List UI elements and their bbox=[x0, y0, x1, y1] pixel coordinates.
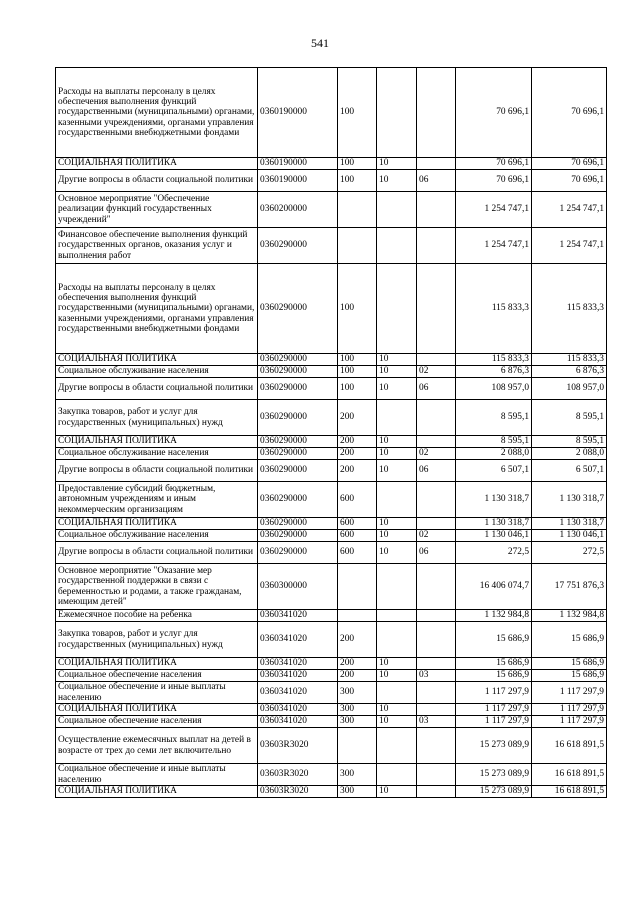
row-amount-year1-cell: 70 696,1 bbox=[456, 158, 532, 170]
row-amount-year2-cell: 16 618 891,5 bbox=[532, 786, 607, 798]
row-rz-cell: 10 bbox=[377, 448, 417, 460]
row-pr-cell bbox=[417, 682, 456, 704]
row-amount-year1-cell: 15 273 089,9 bbox=[456, 728, 532, 764]
row-csr-cell: 0360290000 bbox=[258, 482, 338, 518]
row-name-cell: Социальное обслуживание населения bbox=[56, 366, 258, 378]
row-name-cell: СОЦИАЛЬНАЯ ПОЛИТИКА bbox=[56, 518, 258, 530]
row-vr-cell: 300 bbox=[338, 764, 377, 786]
row-pr-cell: 02 bbox=[417, 530, 456, 542]
row-name-cell: Другие вопросы в области социальной политики bbox=[56, 460, 258, 482]
row-amount-year1-cell: 1 130 318,7 bbox=[456, 482, 532, 518]
row-amount-year1-cell: 108 957,0 bbox=[456, 378, 532, 400]
table-row bbox=[56, 622, 607, 658]
row-rz-cell: 10 bbox=[377, 170, 417, 192]
row-pr-cell: 03 bbox=[417, 716, 456, 728]
row-csr-cell: 0360190000 bbox=[258, 68, 338, 158]
row-vr-cell: 100 bbox=[338, 158, 377, 170]
row-amount-year2-cell: 1 130 046,1 bbox=[532, 530, 607, 542]
row-amount-year2-cell: 1 117 297,9 bbox=[532, 682, 607, 704]
row-rz-cell: 10 bbox=[377, 460, 417, 482]
row-amount-year1-cell: 15 686,9 bbox=[456, 658, 532, 670]
row-pr-cell: 06 bbox=[417, 170, 456, 192]
page-number: 541 bbox=[311, 36, 329, 50]
row-vr-cell: 300 bbox=[338, 786, 377, 798]
table-row bbox=[56, 518, 607, 530]
row-amount-year2-cell: 8 595,1 bbox=[532, 400, 607, 436]
row-pr-cell bbox=[417, 400, 456, 436]
row-pr-cell: 06 bbox=[417, 460, 456, 482]
row-amount-year1-cell: 115 833,3 bbox=[456, 264, 532, 354]
row-amount-year2-cell: 1 254 747,1 bbox=[532, 228, 607, 264]
row-vr-cell bbox=[338, 564, 377, 610]
row-amount-year1-cell: 1 254 747,1 bbox=[456, 228, 532, 264]
row-amount-year2-cell: 15 686,9 bbox=[532, 658, 607, 670]
row-pr-cell bbox=[417, 192, 456, 228]
table-row bbox=[56, 228, 607, 264]
row-vr-cell: 100 bbox=[338, 264, 377, 354]
table-row bbox=[56, 264, 607, 354]
row-csr-cell: 0360290000 bbox=[258, 400, 338, 436]
row-pr-cell bbox=[417, 786, 456, 798]
row-amount-year2-cell: 1 130 318,7 bbox=[532, 518, 607, 530]
row-vr-cell: 100 bbox=[338, 170, 377, 192]
table-row bbox=[56, 448, 607, 460]
table-row bbox=[56, 786, 607, 798]
table-row bbox=[56, 170, 607, 192]
row-csr-cell: 0360341020 bbox=[258, 658, 338, 670]
row-pr-cell bbox=[417, 354, 456, 366]
table-row bbox=[56, 460, 607, 482]
row-amount-year2-cell: 15 686,9 bbox=[532, 622, 607, 658]
row-amount-year1-cell: 6 507,1 bbox=[456, 460, 532, 482]
row-vr-cell: 300 bbox=[338, 682, 377, 704]
row-name-cell: Ежемесячное пособие на ребенка bbox=[56, 610, 258, 622]
row-vr-cell: 300 bbox=[338, 704, 377, 716]
row-amount-year2-cell: 16 618 891,5 bbox=[532, 728, 607, 764]
row-amount-year2-cell: 2 088,0 bbox=[532, 448, 607, 460]
row-csr-cell: 0360290000 bbox=[258, 436, 338, 448]
row-amount-year1-cell: 15 686,9 bbox=[456, 622, 532, 658]
row-amount-year1-cell: 1 130 318,7 bbox=[456, 518, 532, 530]
row-name-cell: СОЦИАЛЬНАЯ ПОЛИТИКА bbox=[56, 786, 258, 798]
row-csr-cell: 0360290000 bbox=[258, 354, 338, 366]
row-csr-cell: 03603R3020 bbox=[258, 728, 338, 764]
row-rz-cell: 10 bbox=[377, 518, 417, 530]
row-amount-year2-cell: 1 117 297,9 bbox=[532, 716, 607, 728]
row-rz-cell: 10 bbox=[377, 436, 417, 448]
table-row bbox=[56, 68, 607, 158]
row-rz-cell bbox=[377, 482, 417, 518]
row-name-cell: Расходы на выплаты персоналу в целях обеспечения выполнения функций государственными (муниципальными) органами, казенными учреждениями, органами управления государственными внебюджетными фондами bbox=[56, 68, 258, 158]
row-name-cell: Социальное обеспечение населения bbox=[56, 670, 258, 682]
row-pr-cell bbox=[417, 610, 456, 622]
row-rz-cell: 10 bbox=[377, 658, 417, 670]
row-vr-cell: 100 bbox=[338, 354, 377, 366]
row-vr-cell bbox=[338, 610, 377, 622]
row-amount-year1-cell: 1 132 984,8 bbox=[456, 610, 532, 622]
row-rz-cell bbox=[377, 192, 417, 228]
row-vr-cell: 200 bbox=[338, 400, 377, 436]
table-row bbox=[56, 704, 607, 716]
row-name-cell: Осуществление ежемесячных выплат на детей в возрасте от трех до семи лет включительно bbox=[56, 728, 258, 764]
row-amount-year1-cell: 115 833,3 bbox=[456, 354, 532, 366]
row-rz-cell bbox=[377, 610, 417, 622]
row-amount-year1-cell: 272,5 bbox=[456, 542, 532, 564]
row-name-cell: СОЦИАЛЬНАЯ ПОЛИТИКА bbox=[56, 436, 258, 448]
row-csr-cell: 0360290000 bbox=[258, 264, 338, 354]
row-csr-cell: 0360341020 bbox=[258, 704, 338, 716]
row-rz-cell: 10 bbox=[377, 716, 417, 728]
row-vr-cell: 300 bbox=[338, 716, 377, 728]
row-pr-cell bbox=[417, 564, 456, 610]
row-name-cell: СОЦИАЛЬНАЯ ПОЛИТИКА bbox=[56, 704, 258, 716]
table-row bbox=[56, 682, 607, 704]
row-pr-cell bbox=[417, 728, 456, 764]
row-pr-cell bbox=[417, 764, 456, 786]
row-rz-cell bbox=[377, 264, 417, 354]
row-amount-year1-cell: 8 595,1 bbox=[456, 400, 532, 436]
row-vr-cell: 200 bbox=[338, 448, 377, 460]
row-pr-cell: 03 bbox=[417, 670, 456, 682]
row-rz-cell bbox=[377, 764, 417, 786]
row-csr-cell: 03603R3020 bbox=[258, 786, 338, 798]
row-rz-cell bbox=[377, 228, 417, 264]
row-amount-year2-cell: 1 254 747,1 bbox=[532, 192, 607, 228]
row-rz-cell bbox=[377, 728, 417, 764]
row-pr-cell bbox=[417, 482, 456, 518]
budget-table bbox=[55, 67, 607, 798]
row-rz-cell bbox=[377, 682, 417, 704]
row-csr-cell: 0360190000 bbox=[258, 158, 338, 170]
row-amount-year2-cell: 6 507,1 bbox=[532, 460, 607, 482]
row-amount-year2-cell: 108 957,0 bbox=[532, 378, 607, 400]
row-rz-cell: 10 bbox=[377, 158, 417, 170]
table-row bbox=[56, 716, 607, 728]
row-vr-cell: 200 bbox=[338, 658, 377, 670]
row-amount-year1-cell: 70 696,1 bbox=[456, 68, 532, 158]
row-name-cell: Социальное обслуживание населения bbox=[56, 448, 258, 460]
table-row bbox=[56, 436, 607, 448]
row-pr-cell: 02 bbox=[417, 366, 456, 378]
row-vr-cell: 200 bbox=[338, 670, 377, 682]
row-name-cell: Социальное обслуживание населения bbox=[56, 530, 258, 542]
budget-table-body bbox=[56, 68, 607, 798]
row-csr-cell: 0360290000 bbox=[258, 378, 338, 400]
row-name-cell: СОЦИАЛЬНАЯ ПОЛИТИКА bbox=[56, 354, 258, 366]
table-row bbox=[56, 354, 607, 366]
table-row bbox=[56, 564, 607, 610]
row-rz-cell: 10 bbox=[377, 704, 417, 716]
row-name-cell: СОЦИАЛЬНАЯ ПОЛИТИКА bbox=[56, 158, 258, 170]
row-amount-year1-cell: 1 117 297,9 bbox=[456, 704, 532, 716]
row-vr-cell bbox=[338, 228, 377, 264]
row-vr-cell: 100 bbox=[338, 378, 377, 400]
row-vr-cell: 600 bbox=[338, 542, 377, 564]
row-amount-year2-cell: 1 130 318,7 bbox=[532, 482, 607, 518]
row-csr-cell: 0360341020 bbox=[258, 610, 338, 622]
row-pr-cell bbox=[417, 518, 456, 530]
row-amount-year2-cell: 8 595,1 bbox=[532, 436, 607, 448]
row-name-cell: Другие вопросы в области социальной политики bbox=[56, 378, 258, 400]
row-rz-cell bbox=[377, 400, 417, 436]
row-csr-cell: 0360200000 bbox=[258, 192, 338, 228]
row-amount-year1-cell: 1 117 297,9 bbox=[456, 682, 532, 704]
row-vr-cell: 200 bbox=[338, 436, 377, 448]
row-amount-year1-cell: 70 696,1 bbox=[456, 170, 532, 192]
row-csr-cell: 0360190000 bbox=[258, 170, 338, 192]
row-amount-year1-cell: 1 117 297,9 bbox=[456, 716, 532, 728]
row-amount-year2-cell: 272,5 bbox=[532, 542, 607, 564]
row-csr-cell: 0360290000 bbox=[258, 460, 338, 482]
row-amount-year1-cell: 1 130 046,1 bbox=[456, 530, 532, 542]
row-name-cell: Другие вопросы в области социальной политики bbox=[56, 542, 258, 564]
table-row bbox=[56, 670, 607, 682]
row-vr-cell: 100 bbox=[338, 366, 377, 378]
row-vr-cell bbox=[338, 728, 377, 764]
row-pr-cell bbox=[417, 264, 456, 354]
row-amount-year2-cell: 70 696,1 bbox=[532, 170, 607, 192]
row-vr-cell: 100 bbox=[338, 68, 377, 158]
row-csr-cell: 0360290000 bbox=[258, 228, 338, 264]
row-amount-year2-cell: 16 618 891,5 bbox=[532, 764, 607, 786]
row-name-cell: Основное мероприятие "Оказание мер государственной поддержки в связи с беременностью и родами, а также гражданам, имеющим детей" bbox=[56, 564, 258, 610]
table-row bbox=[56, 482, 607, 518]
row-vr-cell: 600 bbox=[338, 518, 377, 530]
row-pr-cell bbox=[417, 68, 456, 158]
row-name-cell: СОЦИАЛЬНАЯ ПОЛИТИКА bbox=[56, 658, 258, 670]
row-amount-year1-cell: 15 273 089,9 bbox=[456, 764, 532, 786]
table-row bbox=[56, 658, 607, 670]
row-amount-year2-cell: 115 833,3 bbox=[532, 354, 607, 366]
row-csr-cell: 0360341020 bbox=[258, 716, 338, 728]
row-amount-year2-cell: 70 696,1 bbox=[532, 158, 607, 170]
row-amount-year1-cell: 6 876,3 bbox=[456, 366, 532, 378]
table-row bbox=[56, 764, 607, 786]
row-rz-cell: 10 bbox=[377, 354, 417, 366]
row-rz-cell bbox=[377, 564, 417, 610]
table-row bbox=[56, 530, 607, 542]
row-csr-cell: 0360290000 bbox=[258, 448, 338, 460]
row-name-cell: Основное мероприятие "Обеспечение реализации функций государственных учреждений" bbox=[56, 192, 258, 228]
table-row bbox=[56, 158, 607, 170]
row-vr-cell bbox=[338, 192, 377, 228]
row-rz-cell: 10 bbox=[377, 366, 417, 378]
row-vr-cell: 600 bbox=[338, 530, 377, 542]
row-name-cell: Другие вопросы в области социальной политики bbox=[56, 170, 258, 192]
row-amount-year1-cell: 8 595,1 bbox=[456, 436, 532, 448]
row-name-cell: Закупка товаров, работ и услуг для государственных (муниципальных) нужд bbox=[56, 622, 258, 658]
row-amount-year2-cell: 15 686,9 bbox=[532, 670, 607, 682]
table-row bbox=[56, 366, 607, 378]
row-csr-cell: 0360290000 bbox=[258, 542, 338, 564]
row-csr-cell: 0360341020 bbox=[258, 670, 338, 682]
row-name-cell: Социальное обеспечение и иные выплаты населению bbox=[56, 764, 258, 786]
row-vr-cell: 200 bbox=[338, 460, 377, 482]
row-csr-cell: 03603R3020 bbox=[258, 764, 338, 786]
row-pr-cell bbox=[417, 704, 456, 716]
row-amount-year2-cell: 17 751 876,3 bbox=[532, 564, 607, 610]
row-name-cell: Социальное обеспечение населения bbox=[56, 716, 258, 728]
row-amount-year2-cell: 1 117 297,9 bbox=[532, 704, 607, 716]
row-name-cell: Социальное обеспечение и иные выплаты населению bbox=[56, 682, 258, 704]
row-amount-year1-cell: 1 254 747,1 bbox=[456, 192, 532, 228]
row-rz-cell: 10 bbox=[377, 530, 417, 542]
row-csr-cell: 0360290000 bbox=[258, 366, 338, 378]
row-rz-cell: 10 bbox=[377, 670, 417, 682]
row-amount-year2-cell: 70 696,1 bbox=[532, 68, 607, 158]
row-amount-year1-cell: 15 686,9 bbox=[456, 670, 532, 682]
table-row bbox=[56, 542, 607, 564]
row-pr-cell bbox=[417, 622, 456, 658]
row-csr-cell: 0360300000 bbox=[258, 564, 338, 610]
row-vr-cell: 600 bbox=[338, 482, 377, 518]
row-name-cell: Закупка товаров, работ и услуг для государственных (муниципальных) нужд bbox=[56, 400, 258, 436]
row-csr-cell: 0360290000 bbox=[258, 518, 338, 530]
row-vr-cell: 200 bbox=[338, 622, 377, 658]
table-row bbox=[56, 192, 607, 228]
table-row bbox=[56, 378, 607, 400]
row-pr-cell: 06 bbox=[417, 378, 456, 400]
row-pr-cell bbox=[417, 436, 456, 448]
row-amount-year1-cell: 16 406 074,7 bbox=[456, 564, 532, 610]
row-amount-year1-cell: 2 088,0 bbox=[456, 448, 532, 460]
row-amount-year1-cell: 15 273 089,9 bbox=[456, 786, 532, 798]
row-pr-cell: 02 bbox=[417, 448, 456, 460]
row-name-cell: Предоставление субсидий бюджетным, автономным учреждениям и иным некоммерческим организациям bbox=[56, 482, 258, 518]
row-rz-cell bbox=[377, 622, 417, 658]
row-pr-cell bbox=[417, 658, 456, 670]
row-rz-cell: 10 bbox=[377, 542, 417, 564]
row-amount-year2-cell: 1 132 984,8 bbox=[532, 610, 607, 622]
table-row bbox=[56, 610, 607, 622]
row-pr-cell: 06 bbox=[417, 542, 456, 564]
row-name-cell: Расходы на выплаты персоналу в целях обеспечения выполнения функций государственными (муниципальными) органами, казенными учреждениями, органами управления государственными внебюджетными фондами bbox=[56, 264, 258, 354]
table-row bbox=[56, 728, 607, 764]
table-row bbox=[56, 400, 607, 436]
row-csr-cell: 0360341020 bbox=[258, 622, 338, 658]
row-rz-cell: 10 bbox=[377, 786, 417, 798]
row-rz-cell bbox=[377, 68, 417, 158]
row-csr-cell: 0360341020 bbox=[258, 682, 338, 704]
row-csr-cell: 0360290000 bbox=[258, 530, 338, 542]
row-amount-year2-cell: 115 833,3 bbox=[532, 264, 607, 354]
row-name-cell: Финансовое обеспечение выполнения функций государственных органов, оказания услуг и выполнения работ bbox=[56, 228, 258, 264]
row-pr-cell bbox=[417, 228, 456, 264]
row-rz-cell: 10 bbox=[377, 378, 417, 400]
row-pr-cell bbox=[417, 158, 456, 170]
row-amount-year2-cell: 6 876,3 bbox=[532, 366, 607, 378]
